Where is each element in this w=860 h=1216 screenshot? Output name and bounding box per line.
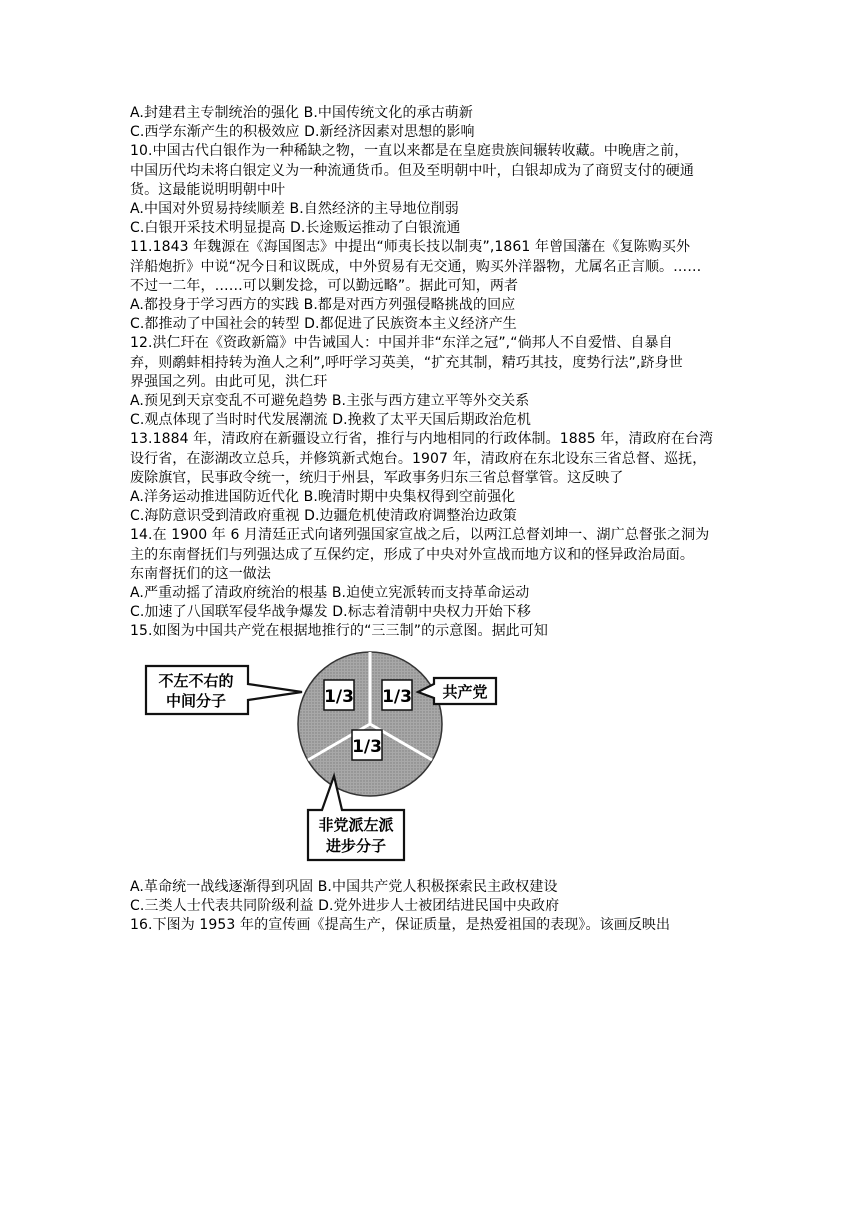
text-line: 中国历代均未将白银定义为一种流通货币。但及至明朝中叶，白银却成为了商贸支付的硬通 xyxy=(130,162,694,179)
text-line: 界强国之列。由此可见，洪仁玕 xyxy=(130,373,328,390)
three-thirds-diagram xyxy=(130,642,738,878)
text-line: C.加速了八国联军侵华战争爆发 D.标志着清朝中央权力开始下移 xyxy=(130,604,532,621)
text-line: 弃，则鹬蚌相持转为渔人之利”,呼吁学习英美，“扩充其制，精巧其技，度势行法”,跻身世 xyxy=(130,354,683,371)
text-line: 不过一二年，……可以剿发捻，可以勤远略”。据此可知，两者 xyxy=(130,277,519,294)
text-line: A.洋务运动推进国防近代化 B.晚清时期中央集权得到空前强化 xyxy=(130,489,516,506)
fraction-left: 1/3 xyxy=(324,686,354,707)
text-line: C.白银开采技术明显提高 D.长途贩运推动了白银流通 xyxy=(130,220,461,237)
pie-chart-svg xyxy=(138,648,538,876)
text-line: 主的东南督抚们与列强达成了互保约定，形成了中央对外宣战而地方议和的怪异政治局面。 xyxy=(130,546,694,563)
fraction-box-left xyxy=(324,680,354,710)
exam-page xyxy=(130,104,738,935)
text-line: A.革命统一战线逐渐得到巩固 B.中国共产党人积极探索民主政权建设 xyxy=(130,878,558,895)
label-bottom-line2: 进步分子 xyxy=(325,836,387,855)
text-line: 16.下图为 1953 年的宣传画《提高生产，保证质量，是热爱祖国的表现》。该画反映出 xyxy=(130,917,671,934)
text-line: 14.在 1900 年 6 月清廷正式向诸列强国家宣战之后，以两江总督刘坤一、湖广总督张之洞为 xyxy=(130,527,710,544)
text-line: 废除旗官，民事政令统一，统归于州县，军政事务归东三省总督掌管。这反映了 xyxy=(130,469,624,486)
text-line: C.西学东渐产生的积极效应 D.新经济因素对思想的影响 xyxy=(130,124,475,141)
text-line: 12.洪仁玕在《资政新篇》中告诫国人：中国并非“东洋之冠”,“倘邦人不自爱惜、自暴自 xyxy=(130,335,673,352)
text-line: A.预见到天京变乱不可避免趋势 B.主张与西方建立平等外交关系 xyxy=(130,393,530,410)
text-line: A.封建君主专制统治的强化 B.中国传统文化的承古萌新 xyxy=(130,105,473,121)
callout-middle-elements xyxy=(146,666,302,714)
fraction-right: 1/3 xyxy=(382,686,412,707)
fraction-box-bottom xyxy=(352,730,382,760)
text-line: C.观点体现了当时时代发展潮流 D.挽救了太平天国后期政治危机 xyxy=(130,412,532,429)
question-text-bottom xyxy=(130,878,738,936)
text-line: C.都推动了中国社会的转型 D.都促进了民族资本主义经济产生 xyxy=(130,316,517,333)
label-bottom-line1: 非党派左派 xyxy=(318,815,394,834)
label-left-line1: 不左不右的 xyxy=(158,671,234,690)
text-line: A.严重动摇了清政府统治的根基 B.迫使立宪派转而支持革命运动 xyxy=(130,585,530,602)
text-line: 设行省，在澎湖改立总兵，并修筑新式炮台。1907 年，清政府在东北设东三省总督、巡抚， xyxy=(130,450,707,467)
text-line: 10.中国古代白银作为一种稀缺之物，一直以来都是在皇庭贵族间辗转收藏。中晚唐之前， xyxy=(130,143,689,160)
text-line: 15.如图为中国共产党在根据地推行的“三三制”的示意图。据此可知 xyxy=(130,623,548,640)
text-line: C.三类人士代表共同阶级利益 D.党外进步人士被团结进民国中央政府 xyxy=(130,897,560,914)
text-line: 东南督抚们的这一做法 xyxy=(130,565,271,582)
label-left-line2: 中间分子 xyxy=(165,691,227,710)
text-line: 货。这最能说明明朝中叶 xyxy=(130,181,286,198)
fraction-box-right xyxy=(382,680,412,710)
text-line: A.中国对外贸易持续顺差 B.自然经济的主导地位削弱 xyxy=(130,201,459,218)
text-line: 13.1884 年，清政府在新疆设立行省，推行与内地相同的行政体制。1885 年，清政府在台湾 xyxy=(130,431,714,448)
text-line: 洋船炮折》中说“况今日和议既成，中外贸易有无交通，购买外洋器物，尤属名正言顺。…… xyxy=(130,258,702,275)
text-line: 11.1843 年魏源在《海国图志》中提出“师夷长技以制夷”,1861 年曾国藩在《复陈购买外 xyxy=(130,239,691,256)
label-right: 共产党 xyxy=(442,682,488,701)
text-line: A.都投身于学习西方的实践 B.都是对西方列强侵略挑战的回应 xyxy=(130,297,516,314)
text-line: C.海防意识受到清政府重视 D.边疆危机使清政府调整治边政策 xyxy=(130,508,517,525)
fraction-bottom: 1/3 xyxy=(352,736,382,757)
question-text-top xyxy=(130,104,738,642)
